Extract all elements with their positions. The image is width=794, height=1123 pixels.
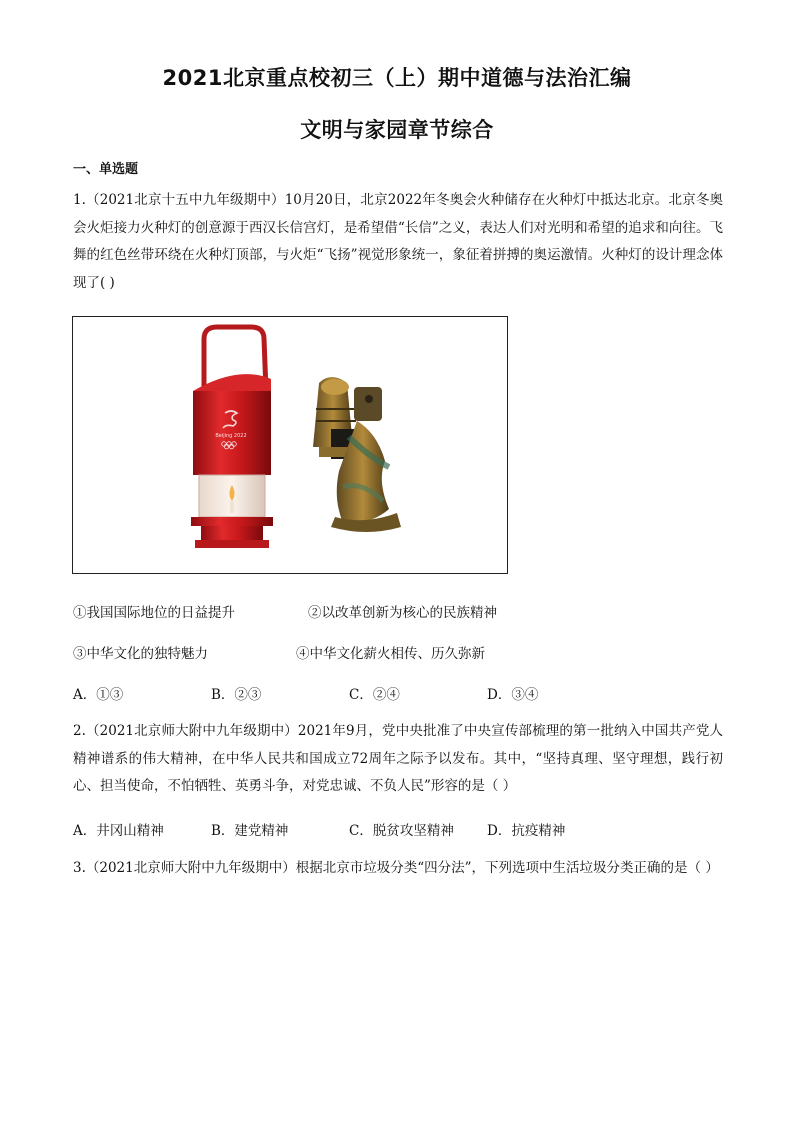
q2-option-d: D．抗疫精神 bbox=[487, 823, 566, 839]
lantern-illustration bbox=[73, 317, 507, 573]
q2-option-c: C．脱贫攻坚精神 bbox=[349, 823, 454, 839]
question-2-text: 2.（2021北京师大附中九年级期中）2021年9月，党中央批准了中央宣传部梳理的第一批纳入中国共产党人精神谱系的伟大精神，在中华人民共和国成立72周年之际予以发布。其中，“坚持真理、坚守理想，践行初心、担当使命，不怕牺牲、英勇斗争，对党忠诚、不负人民”形容的是（ ） bbox=[73, 723, 723, 794]
q1-option-c: C．②④ bbox=[349, 687, 400, 703]
q1-item-3: ③中华文化的独特魅力 bbox=[73, 646, 208, 662]
torch-lantern bbox=[191, 327, 273, 548]
q1-option-d: D．③④ bbox=[487, 687, 539, 703]
q2-option-a: A．井冈山精神 bbox=[73, 823, 164, 839]
page-title: 2021北京重点校初三（上）期中道德与法治汇编 bbox=[162, 66, 632, 90]
q1-option-b: B．②③ bbox=[211, 687, 262, 703]
q1-item-4: ④中华文化薪火相传、历久弥新 bbox=[296, 646, 485, 662]
emblem-text: Beijing 2022 bbox=[215, 433, 247, 439]
question-1-figure bbox=[72, 316, 508, 574]
q1-item-1: ①我国国际地位的日益提升 bbox=[73, 605, 235, 621]
question-1-text: 1.（2021北京十五中九年级期中）10月20日，北京2022年冬奥会火种储存在火种灯中抵达北京。北京冬奥会火炬接力火种灯的创意源于西汉长信宫灯，是希望借“长信”之义，表达人们对光明和希望的追求和向往。飞舞的红色丝带环绕在火种灯顶部，与火炬“飞扬”视觉形象统一，象征着拼搏的奥运激情。火种灯的设计理念体现了( ) bbox=[73, 192, 723, 291]
changxin-palace-lamp bbox=[313, 377, 401, 532]
section-heading: 一、单选题 bbox=[73, 162, 139, 177]
q2-option-b: B．建党精神 bbox=[211, 823, 289, 839]
q1-option-a: A．①③ bbox=[73, 687, 124, 703]
page-subtitle: 文明与家园章节综合 bbox=[300, 118, 494, 142]
question-3-text: 3.（2021北京师大附中九年级期中）根据北京市垃圾分类“四分法”，下列选项中生活垃圾分类正确的是（ ） bbox=[73, 860, 719, 876]
q1-item-2: ②以改革创新为核心的民族精神 bbox=[308, 605, 497, 621]
